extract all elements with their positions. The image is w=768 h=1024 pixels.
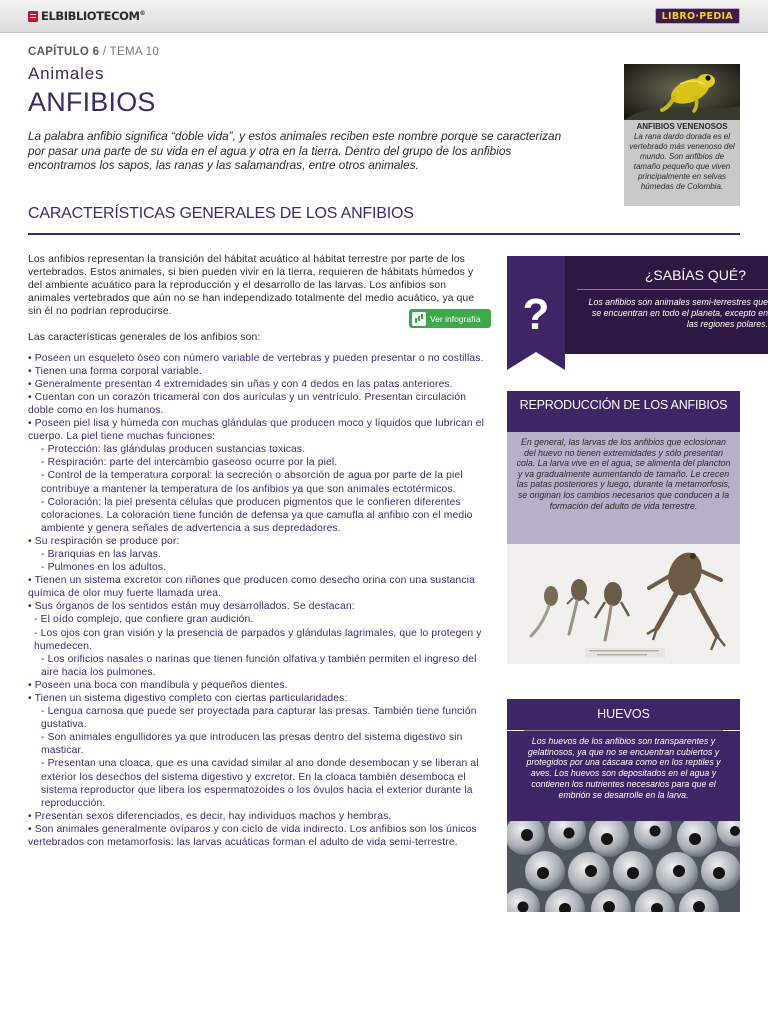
- top-bar: [0, 0, 768, 33]
- article-body: [28, 253, 490, 849]
- did-you-know-text: Los anfibios son animales semi-terrestres que se encuentran en todo el planeta, excepto en las regiones polares.: [588, 297, 768, 330]
- sub-list-item: - Respiración: parte del intercambio gaseoso ocurre por la piel.: [41, 457, 338, 469]
- sub-list-item: - Lengua carnosa que puede ser proyectada para capturar las presas. También tiene función gustativa.: [41, 706, 477, 731]
- breadcrumb-chapter: CAPÍTULO 6: [28, 46, 100, 58]
- eggs-text: Los huevos de los anfibios son transparentes y gelatinosos, ya que no se encuentran cubiertos y protegidos por una cáscara como en los reptiles y aves. Los huevos son depositados en el agua y contienen los nutrientes necesarios para que el embrión se desarrolle en la larva.: [507, 731, 740, 821]
- sub-list-item: - Presentan una cloaca, que es una cavidad similar al ano donde desembocan y se liberan al exterior los desechos del sistema digestivo y excretor. En la cloaca también desemboca el sistema reproductor que libera los espermatozoides o los óvulos hacia el exterior durante la reproducción.: [41, 758, 479, 809]
- divider: [577, 289, 768, 290]
- list-item: • Presentan sexos diferenciados, es decir, hay individuos machos y hembras.: [28, 810, 392, 822]
- sub-list-item: - Control de la temperatura corporal: la secreción o absorción de agua por parte de la piel contribuye a mantener la temperatura de los anfibios ya que son animales ectotérmicos.: [41, 470, 463, 495]
- list-item: • Tienen una forma corporal variable.: [28, 365, 202, 377]
- paragraph: Los anfibios representan la transición del hábitat acuático al hábitat terrestre por parte de los vertebrados. Estos animales, si bien pueden vivir en la tierra, requieren de hábitats húmedos y del ambiente acuático para la reproducción y el desarrollo de las larvas. Los anfibios son animales vertebrados que aún no se han independizado totalmente del medio acuático, ya que sin él no podrían reproducirse.: [28, 254, 475, 318]
- intro-text: La palabra anfibio significa “doble vida”, y estos animales reciben este nombre porque se caracterizan por pasar una parte de su vida en el agua y otra en la tierra. Dentro del grupo de los anfibios encontramos los sapos, las ranas y las salamandras, entre otros animales.: [28, 129, 562, 173]
- sub-list-item: - Coloración: la piel presenta células que producen pigmentos que le confieren diferentes coloraciones. La coloración tiene función de defensa ya que camufla al anfibio con el medio ambiente y genera señales de advertencia a sus depredadores.: [41, 496, 473, 534]
- list-intro: Las características generales de los anfibios son:: [28, 332, 261, 344]
- did-you-know-title: ¿SABÍAS QUÉ?: [644, 267, 746, 283]
- book-icon: [28, 11, 38, 22]
- brand-logo[interactable]: LIBRO·PEDIA: [655, 8, 740, 24]
- poison-frog-caption: [624, 120, 740, 206]
- infographic-button[interactable]: [409, 309, 491, 328]
- poison-frog-text: La rana dardo dorada es el vertebrado más venenoso del mundo. Son anfibios de tamaño pequeño que viven principalmente en selvas húmedas de Colombia.: [629, 132, 735, 191]
- breadcrumb-theme: TEMA 10: [109, 46, 160, 58]
- list-item: • Cuentan con un corazón tricameral con dos aurículas y un ventrículo. Presentan circulación doble como en los humanos.: [28, 391, 467, 416]
- sub-list-item: - El oído complejo, que confiere gran audición.: [34, 614, 254, 626]
- reproduction-title: REPRODUCCIÓN DE LOS ANFIBIOS: [507, 391, 740, 432]
- sub-list-item: - Pulmones en los adultos.: [41, 562, 167, 574]
- list-item: • Su respiración se produce por:: [28, 535, 180, 547]
- sub-list-item: - Los ojos con gran visión y la presencia de parpados y glándulas lagrimales, que lo protegen y humedecen.: [34, 627, 482, 652]
- section-divider: [28, 233, 740, 235]
- section-title: CARACTERÍSTICAS GENERALES DE LOS ANFIBIOS: [28, 205, 414, 222]
- chart-icon: [412, 312, 426, 326]
- site-logo[interactable]: [28, 9, 145, 23]
- poison-frog-title: ANFIBIOS VENENOSOS: [636, 122, 728, 131]
- did-you-know-box: [507, 256, 768, 356]
- list-item: • Poseen una boca con mandíbula y pequeños dientes.: [28, 679, 288, 691]
- question-mark: ?: [522, 290, 550, 339]
- breadcrumb-separator: /: [102, 46, 107, 58]
- list-item: • Tienen un sistema digestivo completo con ciertas particularidades:: [28, 693, 348, 704]
- sub-list-item: - Los orificios nasales o narinas que tienen función olfativa y también permiten el ingreso del aire hacia los pulmones.: [41, 653, 477, 678]
- sub-list-item: - Son animales engullidores ya que introducen las presas dentro del sistema digestivo sin masticar.: [41, 732, 463, 757]
- breadcrumb: [28, 46, 159, 58]
- subject-label: Animales: [28, 64, 105, 83]
- registered-mark: ®: [139, 10, 146, 18]
- poison-frog-photo: [624, 64, 740, 120]
- list-item: • Tienen un sistema excretor con riñones que producen como desecho orina con una sustancia química de olor muy fuerte llamada urea.: [28, 575, 475, 600]
- page-title: ANFIBIOS: [28, 87, 156, 117]
- eggs-title: HUEVOS: [507, 699, 740, 730]
- sub-list-item: - Branquias en las larvas.: [41, 548, 162, 560]
- metamorphosis-photo: [507, 544, 740, 664]
- list-item: • Generalmente presentan 4 extremidades sin uñas y con 4 dedos en las patas anteriores.: [28, 378, 453, 390]
- list-item: • Son animales generalmente ovíparos y con ciclo de vida indirecto. Los anfibios son los únicos vertebrados con metamorfosis: las larvas acuáticas forman el adulto de vida semi-terrestre.: [28, 823, 477, 849]
- list-item: • Poseen un esqueleto óseo con número variable de vertebras y pueden presentar o no costillas.: [28, 352, 484, 364]
- site-logo-text: ELBIBLIOTECOM: [41, 9, 140, 23]
- list-item: • Poseen piel lisa y húmeda con muchas glándulas que producen moco y líquidos que lubrican el cuerpo. La piel tiene muchas funciones:: [28, 418, 485, 443]
- reproduction-text: En general, las larvas de los anfibios que eclosionan del huevo no tienen extremidades y sólo presentan cola. La larva vive en el agua, se alimenta del plancton y va gradualmente aumentando de tamaño. Le crecen las patas posteriores y luego, durante la metamorfosis, se originan los cambios necesarios que conducen a la formación del adulto de vida terrestre.: [507, 432, 740, 544]
- list-item: • Sus órganos de los sentidos están muy desarrollados. Se destacan:: [28, 601, 355, 613]
- sub-list-item: - Protección: las glándulas producen sustancias toxicas.: [41, 444, 306, 456]
- question-bookmark-icon: [507, 256, 565, 370]
- infographic-button-label: Ver infografía: [430, 313, 481, 324]
- frog-eggs-photo: [507, 821, 740, 912]
